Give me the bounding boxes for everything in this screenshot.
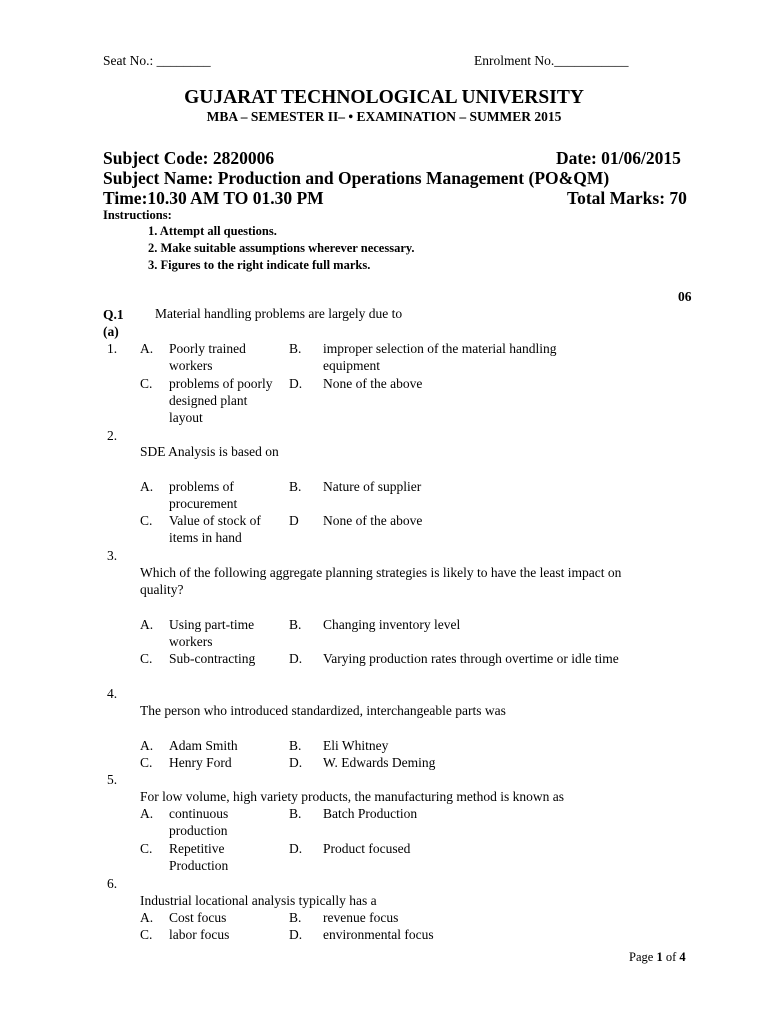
question-text: Which of the following aggregate planning strategies is likely to have the least impact on quality? xyxy=(140,565,622,597)
option-label: C. xyxy=(140,755,153,770)
option-text: Varying production rates through overtime or idle time xyxy=(323,651,619,666)
option-label: B. xyxy=(289,806,302,821)
option-label: B. xyxy=(289,341,302,356)
option-label: B. xyxy=(289,479,302,494)
question-label: Q.1 xyxy=(103,307,124,322)
option-label: D. xyxy=(289,376,303,391)
instruction-item: 2. Make suitable assumptions wherever necessary. xyxy=(148,241,415,255)
option-text: Adam Smith xyxy=(169,738,238,753)
option-text: problems of poorly designed plant layout xyxy=(169,376,273,425)
option-text: Repetitive Production xyxy=(169,841,229,873)
option-text: labor focus xyxy=(169,927,230,942)
university-title: GUJARAT TECHNOLOGICAL UNIVERSITY xyxy=(184,87,584,108)
question-number: 4. xyxy=(107,686,118,701)
option-label: C. xyxy=(140,376,153,391)
option-label: A. xyxy=(140,617,154,632)
page-indicator xyxy=(629,949,686,966)
page-of: of xyxy=(665,950,677,964)
page-total: 4 xyxy=(679,950,686,964)
option-text: improper selection of the material handling equipment xyxy=(323,341,557,373)
instructions-title: Instructions: xyxy=(103,208,172,222)
option-label: C. xyxy=(140,513,153,528)
option-text: revenue focus xyxy=(323,910,399,925)
question-text: For low volume, high variety products, the manufacturing method is known as xyxy=(140,789,565,804)
option-label: D. xyxy=(289,651,303,666)
question-number: 3. xyxy=(107,548,118,563)
option-text: None of the above xyxy=(323,513,423,528)
option-text: Nature of supplier xyxy=(323,479,422,494)
instruction-item: 3. Figures to the right indicate full marks. xyxy=(148,258,371,272)
section-intro: Material handling problems are largely due to xyxy=(155,306,403,321)
option-text: continuous production xyxy=(169,806,229,838)
option-label: C. xyxy=(140,841,153,856)
option-text: environmental focus xyxy=(323,927,434,942)
exam-title: MBA – SEMESTER II– • EXAMINATION – SUMMER 2015 xyxy=(206,109,562,124)
option-text: Using part-time workers xyxy=(169,617,255,649)
total-marks: Total Marks: 70 xyxy=(567,188,687,208)
option-label: B. xyxy=(289,617,302,632)
option-text: Changing inventory level xyxy=(323,617,461,632)
option-text: Eli Whitney xyxy=(323,738,389,753)
option-text: Cost focus xyxy=(169,910,227,925)
option-label: D. xyxy=(289,841,303,856)
question-text: SDE Analysis is based on xyxy=(140,444,279,459)
option-label: C. xyxy=(140,651,153,666)
exam-date: Date: 01/06/2015 xyxy=(556,148,681,168)
option-label: D. xyxy=(289,755,303,770)
option-text: Product focused xyxy=(323,841,411,856)
option-label: A. xyxy=(140,479,154,494)
option-label: B. xyxy=(289,738,302,753)
instruction-item: 1. Attempt all questions. xyxy=(148,224,277,238)
exam-time: Time:10.30 AM TO 01.30 PM xyxy=(103,188,324,208)
option-label: A. xyxy=(140,341,154,356)
option-label: D xyxy=(289,513,299,528)
option-label: C. xyxy=(140,927,153,942)
seat-number-label: Seat No.: ________ xyxy=(103,53,211,68)
question-number: 5. xyxy=(107,772,118,787)
option-text: Henry Ford xyxy=(169,755,232,770)
question-text: Industrial locational analysis typically has a xyxy=(140,893,377,908)
option-text: Value of stock of items in hand xyxy=(169,513,261,545)
option-text: None of the above xyxy=(323,376,423,391)
option-text: problems of procurement xyxy=(169,479,238,511)
question-number: 1. xyxy=(107,341,118,356)
section-marks: 06 xyxy=(678,289,692,304)
question-text: The person who introduced standardized, interchangeable parts was xyxy=(140,703,506,718)
enrolment-number-label: Enrolment No.___________ xyxy=(474,53,629,68)
question-number: 2. xyxy=(107,428,118,443)
option-label: A. xyxy=(140,910,154,925)
question-number: 6. xyxy=(107,876,118,891)
subject-name: Subject Name: Production and Operations Management (PO&QM) xyxy=(103,168,610,188)
option-text: W. Edwards Deming xyxy=(323,755,436,770)
option-label: D. xyxy=(289,927,303,942)
option-label: A. xyxy=(140,738,154,753)
subject-code: Subject Code: 2820006 xyxy=(103,148,275,168)
option-text: Poorly trained workers xyxy=(169,341,246,373)
option-label: B. xyxy=(289,910,302,925)
page-number: 1 xyxy=(656,950,663,964)
option-text: Batch Production xyxy=(323,806,418,821)
option-text: Sub-contracting xyxy=(169,651,256,666)
option-label: A. xyxy=(140,806,154,821)
page-prefix: Page xyxy=(629,950,654,964)
sub-question-label: (a) xyxy=(103,324,119,339)
